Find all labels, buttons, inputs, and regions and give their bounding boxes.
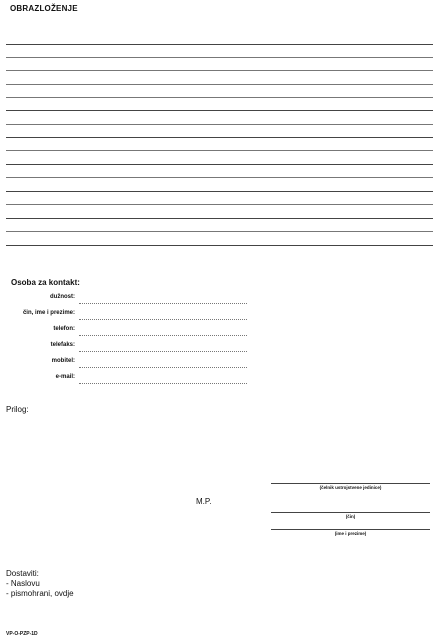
attachment-label: Prilog: [6, 405, 29, 414]
writing-line [6, 204, 433, 205]
writing-line [6, 177, 433, 178]
seal-placeholder: M.P. [196, 497, 212, 506]
field-label-duty: dužnost: [50, 294, 75, 300]
writing-line [6, 245, 433, 246]
writing-line [6, 191, 433, 192]
writing-line [6, 110, 433, 111]
signature-caption-head: (čelnik ustrojstvene jedinice) [319, 485, 382, 490]
field-label-rank-name: čin, ime i prezime: [22, 310, 75, 316]
writing-line [6, 124, 433, 125]
writing-line [6, 231, 433, 232]
delivery-item-addressee: - Naslovu [6, 579, 40, 588]
writing-line [6, 218, 433, 219]
delivery-block [6, 569, 74, 599]
field-label-email: e-mail: [55, 374, 75, 380]
writing-line [6, 57, 433, 58]
writing-line [6, 44, 433, 45]
field-input-mobile[interactable] [79, 367, 247, 368]
signature-line-name[interactable] [271, 529, 430, 530]
signature-line-rank[interactable] [271, 512, 430, 513]
field-input-duty[interactable] [79, 303, 247, 304]
contact-heading: Osoba za kontakt: [11, 278, 80, 287]
field-label-mobile: mobitel: [51, 358, 75, 364]
writing-line [6, 97, 433, 98]
signature-caption-name: (ime i prezime) [334, 531, 367, 536]
writing-line [6, 84, 433, 85]
document-title: OBRAZLOŽENJE [10, 4, 78, 13]
field-input-rank-name[interactable] [79, 319, 247, 320]
signature-line-head[interactable] [271, 483, 430, 484]
signature-caption-rank: (čin) [345, 514, 356, 519]
writing-line [6, 70, 433, 71]
field-input-phone[interactable] [79, 335, 247, 336]
field-label-fax: telefaks: [50, 342, 75, 348]
delivery-item-archive: - pismohrani, ovdje [6, 589, 74, 598]
writing-line [6, 164, 433, 165]
field-input-fax[interactable] [79, 351, 247, 352]
field-input-email[interactable] [79, 383, 247, 384]
delivery-heading: Dostaviti: [6, 569, 39, 578]
form-code: VP-O-PZP-1D [6, 631, 38, 637]
field-label-phone: telefon: [53, 326, 75, 332]
writing-line [6, 150, 433, 151]
writing-line [6, 137, 433, 138]
